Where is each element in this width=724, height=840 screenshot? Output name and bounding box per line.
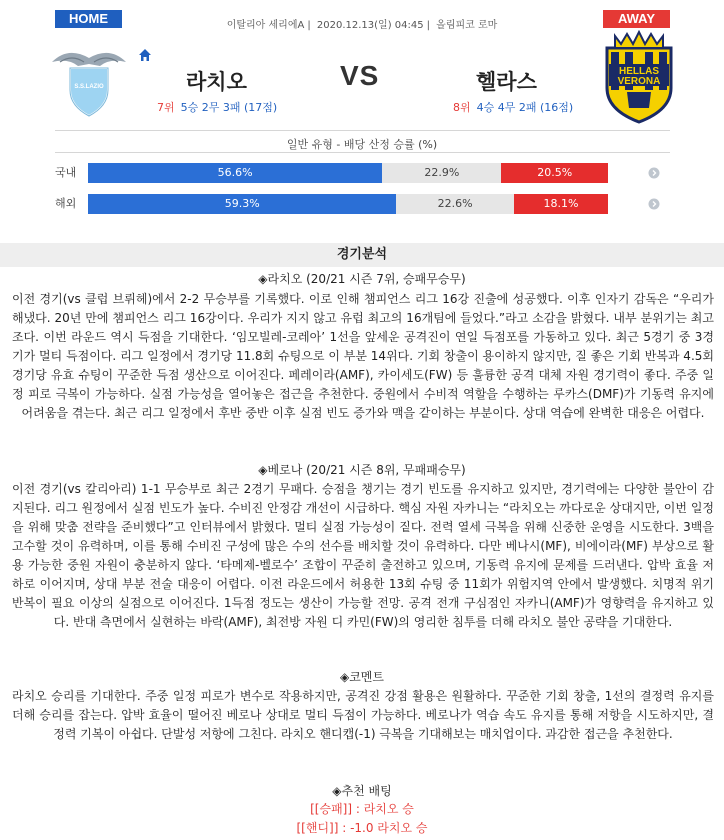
recommend-title: ◈추천 배팅 xyxy=(332,784,392,798)
odds-row-overseas xyxy=(55,194,670,214)
home-team-record xyxy=(157,99,277,115)
home-badge: HOME xyxy=(55,10,122,28)
lose-segment: 20.5% xyxy=(501,163,608,183)
hellas-verona-crest-logo xyxy=(597,30,681,125)
comment-text: 라치오 승리를 기대한다. 주중 일정 피로가 변수로 작용하지만, 공격진 강점 활용은 원활하다. 꾸준한 기회 창출, 1선의 결정력 유지를 더해 승리를 잡는다. 압박 효율이 떨어진 베로나 상대로 멀티 득점이 가능하다. 베로나가 역습 속도 유지를 통해 저항을 시도하지만, 결정력 기복이 아쉽다. 단발성 저항에 그친다. 라치오 핸디캡(-1) 극복을 기대해보는 매치업이다. 과감한 접근을 추천한다. xyxy=(12,689,714,741)
draw-segment: 22.6% xyxy=(396,194,514,214)
verona-logo-text-1: HELLAS xyxy=(619,66,659,77)
odds-bar xyxy=(88,194,608,214)
vs-label: VS xyxy=(340,60,380,91)
win-segment: 56.6% xyxy=(88,163,382,183)
chevron-right-icon[interactable] xyxy=(648,198,660,210)
away-analysis-text: 이전 경기(vs 칼리아리) 1-1 무승부로 최근 2경기 무패다. 승점을 챙기는 경기 빈도를 유지하고 있지만, 경기력에는 다양한 불안이 감지된다. 리그 원정에서 실점 빈도가 높다. 수비진 안정감 개선이 시급하다. 핵심 자원 자카니는 “라치오는 까다로운 상대지만, 이번 일정을 위해 맞춤 전략을 준비했다”고 인터뷰에서 밝혔다. 멀티 실점 가능성이 짙다. 전력 열세 극복을 위해 신중한 운영을 시도한다. 3백을 고수할 것이 유력하며, 이를 통해 수비진 구성에 많은 수의 선수를 배치할 것이 유력하다. 다만 베나시(MF), 비에이라(MF) 부상으로 활용 가능한 중원 자원이 충분하지 않다. ‘타메제-벨로수’ 조합이 꾸준히 출전하고 있으며, 기동력 유지에 문제를 드러낸다. 압박 효율 저하로 이어지며, 상대 부분 전술 대응이 어렵다. 이전 라운드에서 허용한 13회 슈팅 중 11회가 위험지역 안에서 발생했다. 치명적 위기 반복이 필요 이상의 실점으로 이어진다. 1득점 정도는 생산이 가능할 전망. 공격 전개 구심점인 자카니(AMF)가 영향력을 유지하고 있다. 반대 측면에서 실현하는 바락(AMF), 최전방 자원 디 카민(FW)의 영리한 침투를 더해 라치오 불안 공략을 기대한다. xyxy=(12,482,714,629)
home-analysis-text: 이전 경기(vs 클럽 브뤼헤)에서 2-2 무승부를 기록했다. 이로 인해 챔피언스 리그 16강 진출에 성공했다. 이후 인자기 감독은 “우리가 해냈다. 20년 만에 챔피언스 리그 16강이다. 우리가 지지 않고 유럽 최고의 16개팀에 들었다.”라고 소감을 밝혔다. 내부 분위기는 최고조다. 이번 라운드 역시 득점을 기대한다. ‘임모빌레-코레아’ 1선을 앞세운 공격진이 연일 득점포를 가동하고 있다. 최근 5경기 중 3경기가 멀티 득점이다. 리그 일정에서 경기당 11.8회 슈팅으로 이 부분 14위다. 기회 창출이 용이하지 않지만, 질 좋은 기회 반복과 4.5회 경기당 유효 슈팅이 꾸준한 득점 생산으로 이어진다. 페레이라(AMF), 카이세도(FW) 등 훌륭한 공격 대체 자원 경기력이 좋다. 주중 일정 피로 극복이 가능하다. 실점 가능성을 열어놓은 접근을 추천한다. 중원에서 수비적 역할을 수행하는 루카스(DMF)가 기동력 유지에 어려움을 겪는다. 최근 리그 일정에서 후반 중반 이후 실점 빈도 증가와 맥을 같이하는 부분이다. 상대 역습에 완벽한 대응은 어렵다. xyxy=(12,292,714,420)
draw-segment: 22.9% xyxy=(382,163,501,183)
home-icon xyxy=(138,48,152,62)
divider xyxy=(55,130,670,131)
match-venue: 올림피코 로마 xyxy=(436,20,498,31)
recommend-line-result xyxy=(0,801,724,818)
lose-segment: 18.1% xyxy=(514,194,608,214)
divider xyxy=(55,152,670,153)
recommend-tag: [[승패]] xyxy=(310,802,353,816)
comment-title: ◈코멘트 xyxy=(339,670,384,684)
win-segment: 59.3% xyxy=(88,194,396,214)
away-team-name: 헬라스 xyxy=(476,70,537,94)
lazio-logo-text: S.S.LAZIO xyxy=(74,84,104,90)
home-stats: 5승 2무 3패 (17점) xyxy=(180,101,278,114)
analysis-header: 경기분석 xyxy=(0,243,724,267)
away-analysis-title: ◈베로나 (20/21 시즌 8위, 무패패승무) xyxy=(258,463,466,477)
match-info: 이탈리아 세리에A | 2020.12.13(일) 04:45 | 올림피코 로마 xyxy=(226,20,498,31)
odds-row-domestic xyxy=(55,163,670,183)
away-rank: 8위 xyxy=(453,101,471,114)
odds-row-label: 국내 xyxy=(55,166,77,179)
recommend-tag: [[핸디]] xyxy=(296,821,339,835)
match-datetime: 2020.12.13(일) 04:45 xyxy=(316,20,424,31)
odds-row-label: 해외 xyxy=(55,197,77,210)
home-team-name: 라치오 xyxy=(186,70,247,94)
away-team-record xyxy=(453,99,573,115)
verona-logo-text-2: VERONA xyxy=(617,76,661,87)
lazio-crest-logo xyxy=(48,40,130,122)
recommend-value: : 라치오 승 xyxy=(352,802,414,816)
league-name: 이탈리아 세리에A xyxy=(226,20,305,31)
odds-bar xyxy=(88,163,608,183)
recommend-value: : -1.0 라치오 승 xyxy=(338,821,428,835)
chevron-right-icon[interactable] xyxy=(648,167,660,179)
away-stats: 4승 4무 2패 (16점) xyxy=(476,101,574,114)
odds-title: 일반 유형 - 배당 산정 승률 (%) xyxy=(286,138,438,151)
home-rank: 7위 xyxy=(157,101,175,114)
recommend-line-handicap xyxy=(0,820,724,837)
home-analysis-title: ◈라치오 (20/21 시즌 7위, 승패무승무) xyxy=(258,272,466,286)
away-badge: AWAY xyxy=(603,10,670,28)
